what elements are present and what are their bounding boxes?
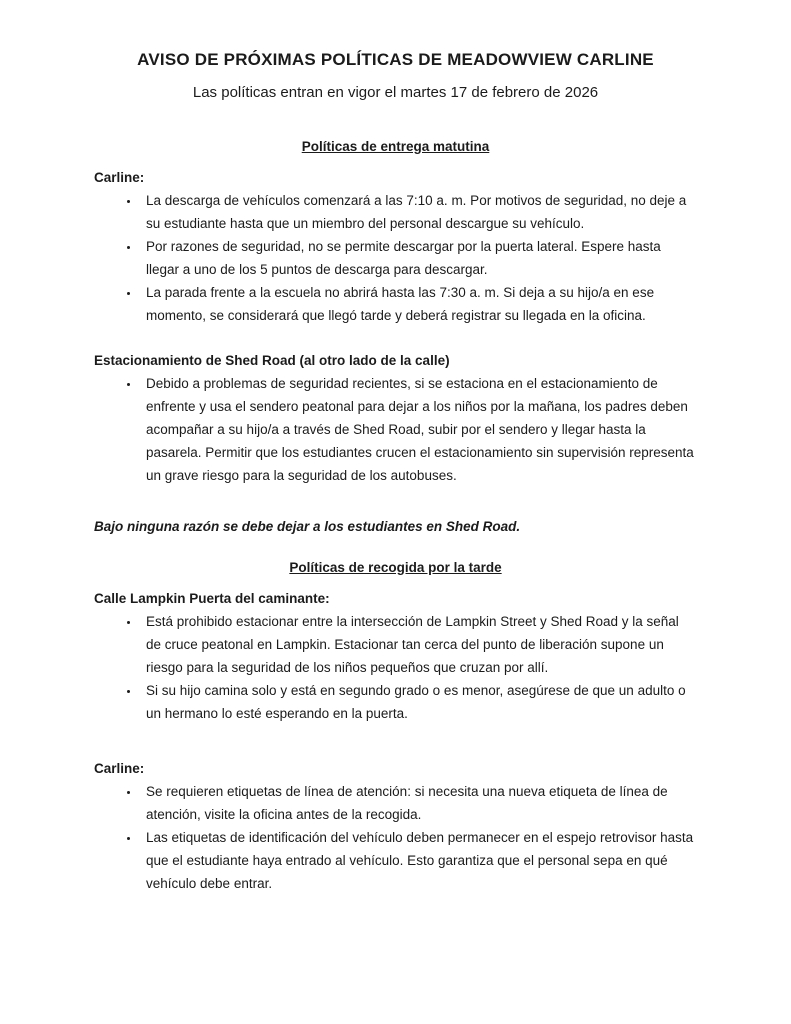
bullet-list-lampkin-walker-door	[94, 610, 697, 725]
group-label-shed-road-lot: Estacionamiento de Shed Road (al otro lado de la calle)	[94, 352, 450, 368]
spacer	[94, 337, 697, 349]
group-label-carline-pm: Carline:	[94, 760, 145, 776]
list-item: • La parada frente a la escuela no abrirá hasta las 7:30 a. m. Si deja a su hijo/a en ese momento, se considerará que llegó tarde y deberá registrar su llegada en la oficina.	[140, 281, 697, 327]
group-label-carline-am: Carline:	[94, 169, 145, 185]
list-item: • Debido a problemas de seguridad recientes, si se estaciona en el estacionamiento de enfrente y usa el sendero peatonal para dejar a los niños por la mañana, los padres deben acompañar a su hijo/a a través de Shed Road, subir por el sendero y llegar hasta la pasarela. Permitir que los estudiantes crucen el estacionamiento sin supervisión representa un grave riesgo para la seguridad de los autobuses.	[140, 372, 697, 487]
list-item: • La descarga de vehículos comenzará a las 7:10 a. m. Por motivos de seguridad, no deje a su estudiante hasta que un miembro del personal descargue su vehículo.	[140, 189, 697, 235]
spacer	[94, 735, 697, 757]
section-morning-dropoff	[94, 135, 697, 538]
list-item: • Por razones de seguridad, no se permite descargar por la puerta lateral. Espere hasta llegar a uno de los 5 puntos de descarga para descargar.	[140, 235, 697, 281]
section-afternoon-pickup	[94, 556, 697, 895]
section-heading-morning: Políticas de entrega matutina	[301, 138, 490, 154]
section-heading-afternoon: Políticas de recogida por la tarde	[289, 559, 502, 575]
page-subtitle: Las políticas entran en vigor el martes 17 de febrero de 2026	[192, 83, 599, 101]
bullet-list-shed-road-lot	[94, 372, 697, 487]
list-item: • Si su hijo camina solo y está en segundo grado o es menor, asegúrese de que un adulto o un hermano lo esté esperando en la puerta.	[140, 679, 697, 725]
page-title: AVISO DE PRÓXIMAS POLÍTICAS DE MEADOWVIEW CARLINE	[137, 50, 654, 69]
list-item: • Está prohibido estacionar entre la intersección de Lampkin Street y Shed Road y la señal de cruce peatonal en Lampkin. Estacionar tan cerca del punto de liberación supone un riesgo para la seguridad de los niños pequeños que cruzan por allí.	[140, 610, 697, 679]
bullet-list-carline-am	[94, 189, 697, 327]
list-item: • Se requieren etiquetas de línea de atención: si necesita una nueva etiqueta de línea de atención, visite la oficina antes de la recogida.	[140, 780, 697, 826]
list-item: • Las etiquetas de identificación del vehículo deben permanecer en el espejo retrovisor hasta que el estudiante haya entrado al vehículo. Esto garantiza que el personal sepa en qué vehículo debe entrar.	[140, 826, 697, 895]
group-label-lampkin-walker-door: Calle Lampkin Puerta del caminante:	[94, 590, 330, 606]
warning-note: Bajo ninguna razón se debe dejar a los estudiantes en Shed Road.	[94, 518, 521, 534]
bullet-list-carline-pm	[94, 780, 697, 895]
